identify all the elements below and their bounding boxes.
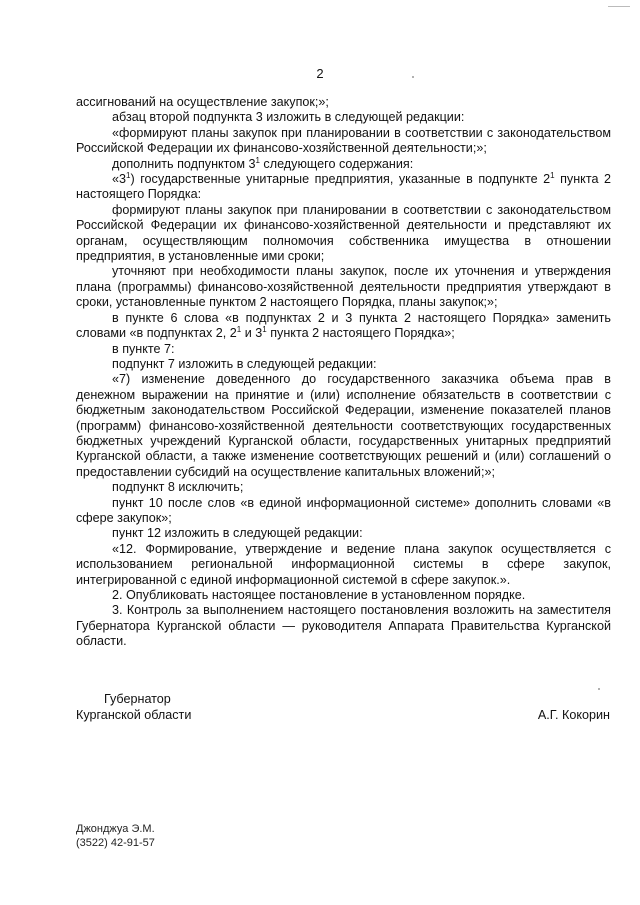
paragraph-text: «12. Формирование, утверждение и ведение плана закупок осуществляется с использованием региональной информационной системы в сфере закупок, интегрированной с единой информационной системой в сфере закупок.».: [76, 541, 611, 587]
paragraph: [76, 172, 611, 203]
superscript: 1: [126, 170, 131, 180]
paragraph-text: 2. Опубликовать настоящее постановление в установленном порядке.: [112, 588, 526, 602]
scan-mark: [608, 6, 630, 7]
signature-position-line2: Курганской области: [76, 707, 192, 722]
paragraph: [76, 157, 611, 172]
paragraph: [76, 588, 611, 603]
scan-speck: [598, 688, 600, 690]
paragraph: [76, 311, 611, 342]
paragraph-text: в пункте 7:: [112, 341, 175, 356]
paragraph-text: абзац второй подпункта 3 изложить в следующей редакции:: [112, 110, 465, 125]
paragraph-text: подпункт 8 исключить;: [112, 480, 244, 495]
paragraph-text: следующего содержания:: [259, 156, 414, 171]
paragraph-text: «формируют планы закупок при планировании в соответствии с законодательством Российской Федерации их финансово-хозяйственной деятельности;»;: [76, 125, 611, 156]
paragraph-text: 3. Контроль за выполнением настоящего постановления возложить на заместителя Губернатора Курганской области — руководителя Аппарата Правительства Курганской области.: [76, 603, 611, 649]
paragraph-text: «3: [112, 172, 127, 187]
paragraph: [76, 126, 611, 157]
signature-name: А.Г. Кокорин: [537, 708, 610, 722]
paragraph: [76, 95, 611, 110]
paragraph: [76, 526, 611, 541]
paragraph: [76, 203, 611, 265]
paragraph-text: уточняют при необходимости планы закупок, после их уточнения и утверждения плана (программы) финансово-хозяйственной деятельности предприятия утверждают в сроки, установленные пунктом 2 настоящего Порядка, планы закупок;»;: [76, 264, 611, 310]
paragraph: [76, 603, 611, 649]
paragraph: [76, 110, 611, 125]
paragraph: [76, 342, 611, 357]
paragraph-text: и 3: [241, 326, 263, 341]
paragraph-text: ) государственные унитарные предприятия, указанные в подпункте 2: [130, 172, 551, 187]
superscript: 1: [550, 170, 555, 180]
page-number: 2: [316, 66, 324, 81]
executor-name: Джонджуа Э.М.: [76, 823, 155, 835]
paragraph-text: формируют планы закупок при планировании в соответствии с законодательством Российской Федерации их финансово-хозяйственной деятельности и представляют их органам, осуществляющим полномочия собственника имущества в отношении предприятия, в установленные ими сроки;: [76, 202, 611, 264]
signature-position-line1: Губернатор: [104, 692, 171, 706]
document-body: [76, 95, 611, 650]
paragraph-text: подпункт 7 изложить в следующей редакции:: [112, 356, 377, 371]
paragraph-text: дополнить подпунктом 3: [112, 156, 256, 171]
paragraph: [76, 542, 611, 588]
superscript: 1: [262, 324, 267, 334]
paragraph-text: пункт 10 после слов «в единой информационной системе» дополнить словами «в сфере закупок»;: [76, 495, 611, 525]
superscript: 1: [255, 155, 260, 165]
paragraph-text: ассигнований на осуществление закупок;»;: [76, 95, 329, 109]
paragraph-text: пункта 2 настоящего Порядка:: [76, 172, 611, 202]
paragraph-text: пункта 2 настоящего Порядка»;: [266, 326, 455, 341]
paragraph: [76, 372, 611, 480]
paragraph: [76, 480, 611, 495]
paragraph: [76, 496, 611, 527]
executor-phone: (3522) 42-91-57: [76, 837, 155, 849]
paragraph-text: в пункте 6 слова «в подпунктах 2 и 3 пункта 2 настоящего Порядка» заменить словами «в подпунктах 2, 2: [76, 310, 611, 341]
superscript: 1: [236, 324, 242, 334]
paragraph: [76, 264, 611, 310]
paragraph-text: пункт 12 изложить в следующей редакции:: [112, 526, 363, 541]
signature-position: [76, 692, 191, 723]
paragraph-text: «7) изменение доведенного до государственного заказчика объема прав в денежном выражении на принятие и (или) исполнение обязательств в соответствии с бюджетным законодательством Российской Федерации, изменение показателей планов (программ) финансово-хозяйственной деятельности соответствующих государственных бюджетных учреждений Курганской области, государственных унитарных предприятий Курганской области, а также изменение соответствующих решений и (или) соглашений о предоставлении субсидий на осуществление капитальных вложений;»;: [76, 372, 611, 479]
paragraph: [76, 357, 611, 372]
executor-block: [76, 822, 155, 850]
